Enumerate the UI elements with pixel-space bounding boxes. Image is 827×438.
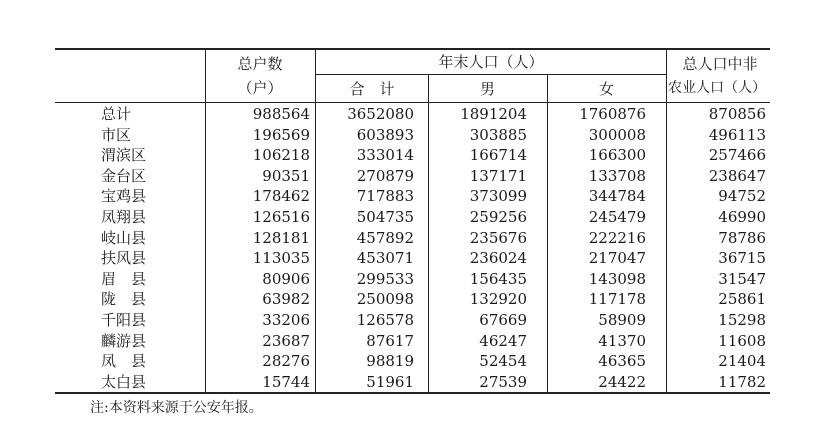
- cell-households: 80906: [262, 269, 310, 288]
- cell-male: 27539: [479, 372, 527, 391]
- cell-region: 扶风县: [101, 249, 147, 268]
- cell-households: 196569: [252, 125, 310, 144]
- cell-population-total: 603893: [356, 125, 414, 144]
- cell-nonagri-population: 36715: [718, 249, 766, 268]
- cell-male: 236024: [469, 249, 527, 268]
- cell-female: 117178: [588, 290, 646, 309]
- cell-region: 千阳县: [101, 311, 147, 329]
- cell-male: 373099: [469, 187, 527, 206]
- cell-male: 166714: [469, 146, 527, 165]
- cell-population-total: 87617: [366, 331, 414, 350]
- cell-female: 222216: [588, 228, 646, 247]
- header-nonagri-line2: 农业人口（人）: [668, 80, 766, 96]
- cell-population-total: 51961: [366, 372, 414, 391]
- cell-population-total: 457892: [356, 228, 414, 247]
- cell-nonagri-population: 11608: [718, 331, 766, 350]
- cell-population-total: 717883: [356, 187, 414, 206]
- cell-nonagri-population: 78786: [718, 228, 766, 247]
- cell-nonagri-population: 31547: [718, 269, 766, 288]
- cell-region: 凤翔县: [101, 208, 147, 226]
- cell-nonagri-population: 46990: [718, 208, 766, 226]
- cell-households: 113035: [252, 249, 310, 268]
- cell-female: 217047: [588, 249, 646, 268]
- footnote: 注:本资料来源于公安年报。: [90, 400, 263, 416]
- cell-male: 156435: [469, 269, 527, 288]
- cell-population-total: 250098: [356, 290, 414, 309]
- cell-population-total: 299533: [356, 269, 414, 288]
- cell-population-total: 270879: [356, 166, 414, 185]
- cell-nonagri-population: 25861: [718, 290, 766, 309]
- cell-households: 128181: [252, 228, 310, 247]
- header-nonagri-line1: 总人口中非: [682, 55, 758, 73]
- cell-female: 133708: [588, 166, 646, 185]
- cell-region: 太白县: [101, 372, 147, 391]
- cell-region: 麟游县: [101, 331, 147, 350]
- cell-female: 300008: [588, 125, 646, 144]
- cell-population-total: 504735: [356, 208, 414, 226]
- cell-population-total: 98819: [366, 352, 414, 371]
- header-households-line1: 总户数: [237, 55, 283, 73]
- cell-female: 344784: [588, 187, 646, 206]
- cell-households: 23687: [262, 331, 310, 350]
- cell-population-total: 333014: [356, 146, 414, 165]
- cell-female: 166300: [588, 146, 646, 165]
- cell-nonagri-population: 15298: [718, 311, 766, 329]
- cell-region: 总计: [101, 105, 132, 123]
- header-households-line2: （户）: [237, 79, 283, 97]
- cell-male: 259256: [469, 208, 527, 226]
- cell-male: 137171: [469, 166, 527, 185]
- cell-region: 渭滨区: [101, 146, 147, 165]
- cell-nonagri-population: 238647: [708, 166, 766, 185]
- cell-region: 陇 县: [101, 290, 147, 309]
- cell-households: 63982: [262, 290, 310, 309]
- cell-region: 金台区: [101, 166, 147, 185]
- cell-nonagri-population: 496113: [708, 125, 766, 144]
- cell-male: 1891204: [460, 105, 527, 123]
- cell-female: 58909: [598, 311, 646, 329]
- group-header-rule: [315, 74, 666, 75]
- cell-nonagri-population: 21404: [718, 352, 766, 371]
- header-female: 女: [598, 80, 614, 98]
- cell-region: 市区: [101, 125, 132, 144]
- cell-households: 28276: [262, 352, 310, 371]
- cell-households: 33206: [262, 311, 310, 329]
- cell-male: 303885: [469, 125, 527, 144]
- cell-female: 1760876: [579, 105, 646, 123]
- cell-female: 24422: [598, 372, 646, 391]
- header-total: 合 计: [349, 80, 395, 98]
- header-male: 男: [479, 80, 495, 98]
- header-population-group: 年末人口（人）: [438, 53, 544, 71]
- cell-households: 106218: [252, 146, 310, 165]
- cell-region: 宝鸡县: [101, 187, 147, 206]
- cell-female: 143098: [588, 269, 646, 288]
- cell-households: 15744: [262, 372, 310, 391]
- table-bottom-rule: [55, 392, 770, 394]
- cell-male: 46247: [479, 331, 527, 350]
- cell-region: 岐山县: [101, 228, 147, 247]
- cell-region: 眉 县: [101, 269, 147, 288]
- cell-nonagri-population: 11782: [718, 372, 766, 391]
- cell-population-total: 126578: [356, 311, 414, 329]
- cell-households: 126516: [252, 208, 310, 226]
- cell-female: 46365: [598, 352, 646, 371]
- cell-region: 凤 县: [101, 352, 147, 371]
- cell-population-total: 453071: [356, 249, 414, 268]
- cell-nonagri-population: 94752: [718, 187, 766, 206]
- cell-households: 988564: [252, 105, 310, 123]
- cell-nonagri-population: 257466: [708, 146, 766, 165]
- cell-nonagri-population: 870856: [708, 105, 766, 123]
- cell-male: 52454: [479, 352, 527, 371]
- cell-male: 132920: [469, 290, 527, 309]
- cell-male: 67669: [479, 311, 527, 329]
- cell-female: 41370: [598, 331, 646, 350]
- cell-households: 178462: [252, 187, 310, 206]
- cell-households: 90351: [262, 166, 310, 185]
- cell-population-total: 3652080: [347, 105, 414, 123]
- cell-female: 245479: [588, 208, 646, 226]
- table-top-rule: [55, 48, 770, 50]
- cell-male: 235676: [469, 228, 527, 247]
- header-bottom-rule: [55, 102, 770, 103]
